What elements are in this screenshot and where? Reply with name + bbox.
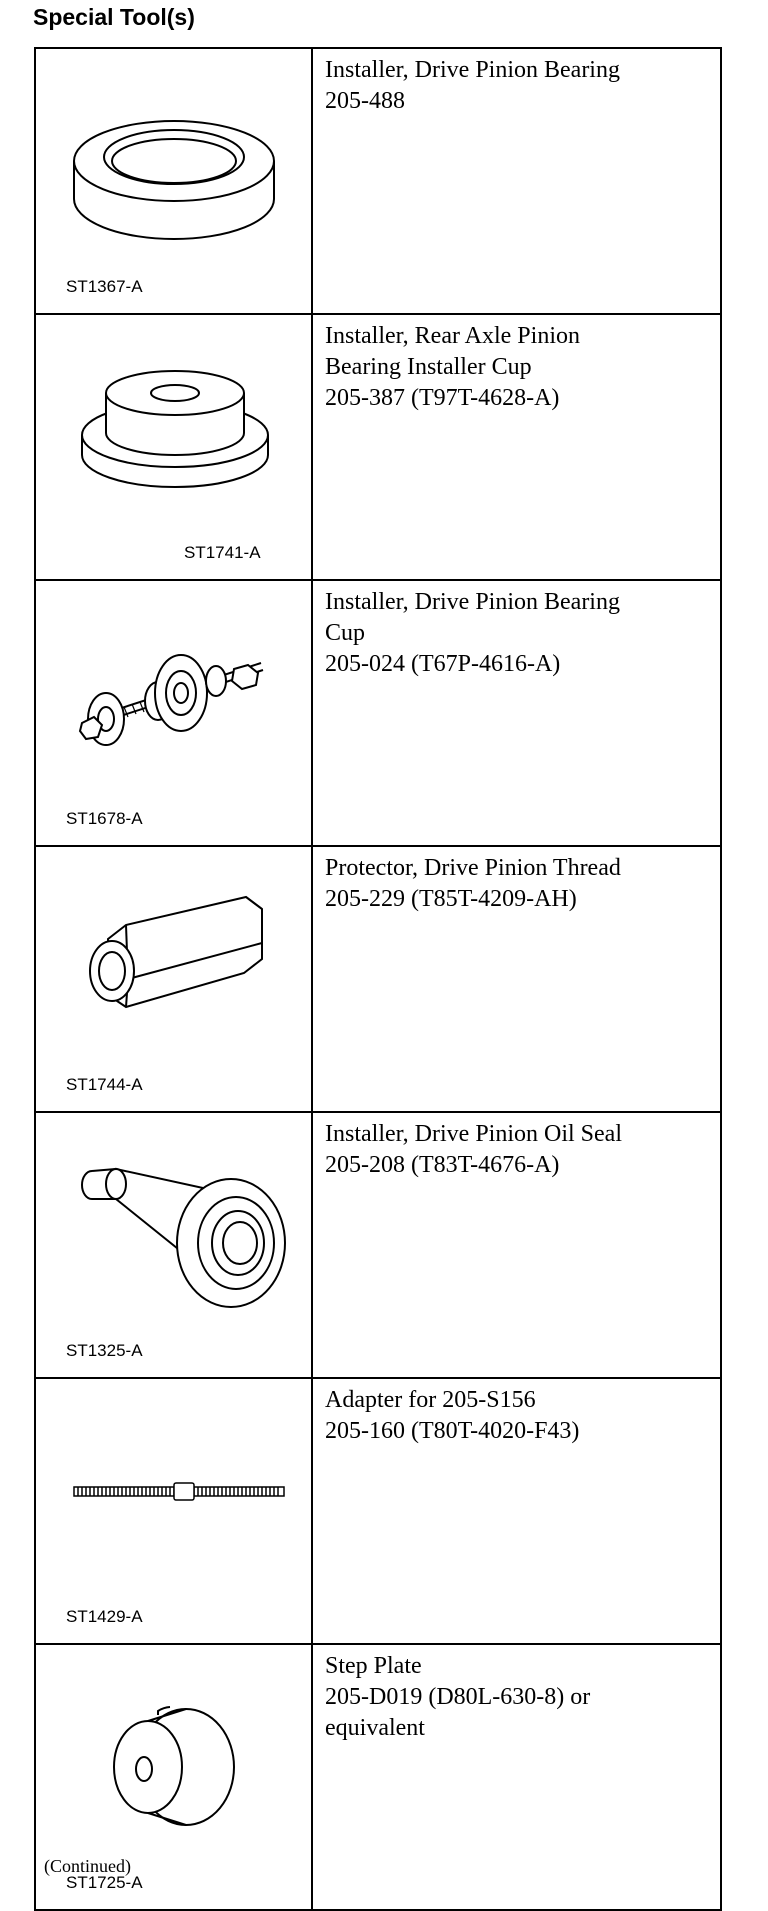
threaded-installer-icon: [36, 581, 311, 839]
table-row: [35, 1378, 721, 1644]
tool-description: [312, 48, 721, 314]
tool-name: Step Plate: [325, 1653, 422, 1679]
special-tools-table: [34, 47, 722, 1911]
tool-description: [312, 1112, 721, 1378]
table-row: [35, 48, 721, 314]
tool-number-continued: equivalent: [325, 1715, 425, 1741]
tool-number: 205-160 (T80T-4020-F43): [325, 1418, 580, 1444]
tool-figure-code: ST1429-A: [66, 1607, 143, 1626]
table-row: [35, 580, 721, 846]
tool-figure-code: ST1741-A: [184, 543, 261, 562]
tool-description: [312, 846, 721, 1112]
tool-name: Protector, Drive Pinion Thread: [325, 855, 621, 881]
tool-figure-code: ST1367-A: [66, 277, 143, 296]
table-row: [35, 846, 721, 1112]
cup-installer-icon: [36, 315, 311, 573]
tool-image-cell: [35, 580, 312, 846]
tool-image-cell: [35, 48, 312, 314]
table-row: [35, 1112, 721, 1378]
tool-name-continued: Bearing Installer Cup: [325, 354, 532, 380]
tool-name: Installer, Drive Pinion Bearing: [325, 589, 620, 615]
tool-number: 205-208 (T83T-4676-A): [325, 1152, 560, 1178]
tool-number: 205-387 (T97T-4628-A): [325, 385, 560, 411]
tool-name: Installer, Rear Axle Pinion: [325, 323, 580, 349]
tool-image-cell: [35, 1378, 312, 1644]
tool-image-cell: [35, 1112, 312, 1378]
tool-number: 205-D019 (D80L-630-8) or: [325, 1684, 591, 1710]
tool-image-cell: [35, 314, 312, 580]
threaded-rod-icon: [36, 1379, 311, 1637]
tool-name: Installer, Drive Pinion Oil Seal: [325, 1121, 622, 1147]
ring-installer-icon: [36, 49, 311, 307]
tool-number: 205-229 (T85T-4209-AH): [325, 886, 577, 912]
tool-name: Adapter for 205-S156: [325, 1387, 536, 1413]
seal-installer-icon: [36, 1113, 311, 1371]
table-row: [35, 314, 721, 580]
tool-description: [312, 1644, 721, 1910]
hex-protector-icon: [36, 847, 311, 1105]
tool-figure-code: ST1325-A: [66, 1341, 143, 1360]
tool-number: 205-488: [325, 88, 405, 114]
tool-figure-code: ST1744-A: [66, 1075, 143, 1094]
tool-description: [312, 1378, 721, 1644]
tool-image-cell: [35, 846, 312, 1112]
tool-description: [312, 580, 721, 846]
page-title: Special Tool(s): [33, 4, 195, 30]
table-row: [35, 1644, 721, 1910]
tool-figure-code: ST1678-A: [66, 809, 143, 828]
tool-name-continued: Cup: [325, 620, 366, 646]
tool-name: Installer, Drive Pinion Bearing: [325, 57, 620, 83]
tool-figure-code: ST1725-A: [66, 1873, 143, 1892]
tool-description: [312, 314, 721, 580]
tool-number: 205-024 (T67P-4616-A): [325, 651, 561, 677]
continued-note: (Continued): [44, 1856, 131, 1876]
